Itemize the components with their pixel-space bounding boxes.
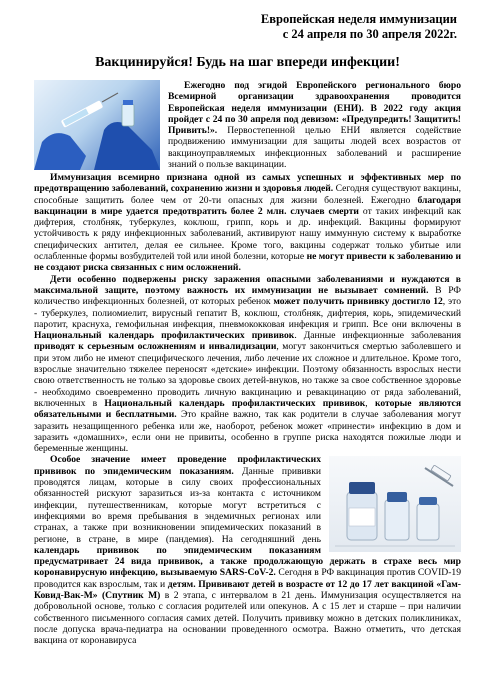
paragraph-epidemic: Особое значение имеет проведение профилактических прививок по эпидемическим показаниям. Данные прививки проводятся лицам, которые в силу своих профессиональных обязанностей рискуют заразиться из-за контакта с источником инфекции, путешественникам, которые могут встретиться с инфекциями во время пребывания в эндемичных регионах или странах, а также при возникновении эпидемических показаний в регионе, в стране, в мире (пандемия). На сегодняшний день календарь прививок по эпидемическим показаниям предусматривает 24 вида прививок, а также продолжающую держать в страхе весь мир коронавирусную инфекцию, вызываемую SARS-CoV-2. Сегодня в РФ вакцинация против COVID-19 проводится как взрослым, так и детям. Прививают детей в возрасте от 12 до 17 лет вакциной «Гам-Ковид-Вак-М» (Спутник М) в 2 этапа, с интервалом в 21 день. Иммунизация осуществляется на добровольной основе, только с согласия родителей или опекунов. А с 15 лет и старше – при наличии собственного письменного согласия самих детей. Получить прививку можно в детских поликлиниках, после допуска врача-педиатра на основании проведенного осмотра. Важно отметить, что детская вакцина от коронавируса (34, 454, 461, 647)
paragraph-children: Дети особенно подвержены риску заражения опасными заболеваниями и нуждаются в максимальной защите, поэтому важность их иммунизации не вызывает сомнений. В РФ количество инфекционных болезней, от которых ребенок может получить прививку достигло 12, это - туберкулез, полиомиелит, вирусный гепатит В, коклюш, столбняк, дифтерия, корь, эпидемический паротит, краснуха, гемофильная инфекция, пневмококковая инфекция и грипп. Все они включены в Национальный календарь профилактических прививок. Данные инфекционные заболевания приводят к серьезным осложнениям и инвалидизации, могут закончиться смертью заболевшего и при этом либо не имеют специфического лечения, либо лечение их сложное и длительное. Кроме того, взрослые значительно тяжелее переносят «детские» инфекции. Поэтому обязанность взрослых нести свою ответственность не только за здоровье своих детей-внуков, но также за свое собственное здоровье - необходимо своевременно проводить личную вакцинацию и ревакцинацию от ряда заболеваний, включенных в Национальный календарь профилактических прививок, которые являются обязательными и бесплатными. Это крайне важно, так как родители в случае заболевания могут заразить незащищенного ребенка или же, наоборот, ребенок может «принести» инфекцию в дом и заразить «домашних», если они не привиты, особенно в группе риска находятся пожилые люди и беременные женщины. (34, 273, 462, 455)
vaccine-hands-illustration (34, 80, 160, 170)
vaccine-vials-illustration (329, 456, 461, 552)
document-title: Вакцинируйся! Будь на шаг впереди инфекции! (95, 55, 400, 70)
paragraph-intro: Ежегодно под эгидой Европейского регионального бюро Всемирной организации здравоохранения проводится Европейская неделя иммунизации (ЕНИ). В 2022 году акция пройдет с 24 по 30 апреля под девизом: «Предупредить! Защитить! Привить!». Первостепенной целью ЕНИ является содействие продвижению иммунизации для защиты людей всех возрастов от вакциноуправляемых инфекционных заболеваний и расширение знаний о пользе вакцинации. (168, 80, 461, 171)
document-body (34, 80, 461, 646)
header-block (261, 12, 457, 42)
header-line-1: Европейская неделя иммунизации (260, 12, 457, 26)
paragraph-immunization: Иммунизация всемирно признана одной из самых успешных и эффективных мер по предотвращению заболеваний, сохранению жизни и здоровья людей. Сегодня существуют вакцины, способные защитить более чем от 20-ти опасных для жизни болезней. Ежегодно благодаря вакцинации в мире удается предотвратить более 2 млн. случаев смерти от таких инфекций как дифтерия, столбняк, туберкулез, коклюш, грипп, корь и др. инфекций. Вакцины формируют устойчивость к ряду инфекционных заболеваний, активируют нашу иммунную систему к выработке специфических антител, делая ее сильнее. Кроме того, вакцины содержат только убитые или ослабленные формы возбудителей той или иной болезни, которые не могут привести к заболеванию и не создают риска связанных с ним осложнений. (34, 172, 462, 274)
header-line-2: с 24 апреля по 30 апреля 2022г. (282, 27, 457, 41)
